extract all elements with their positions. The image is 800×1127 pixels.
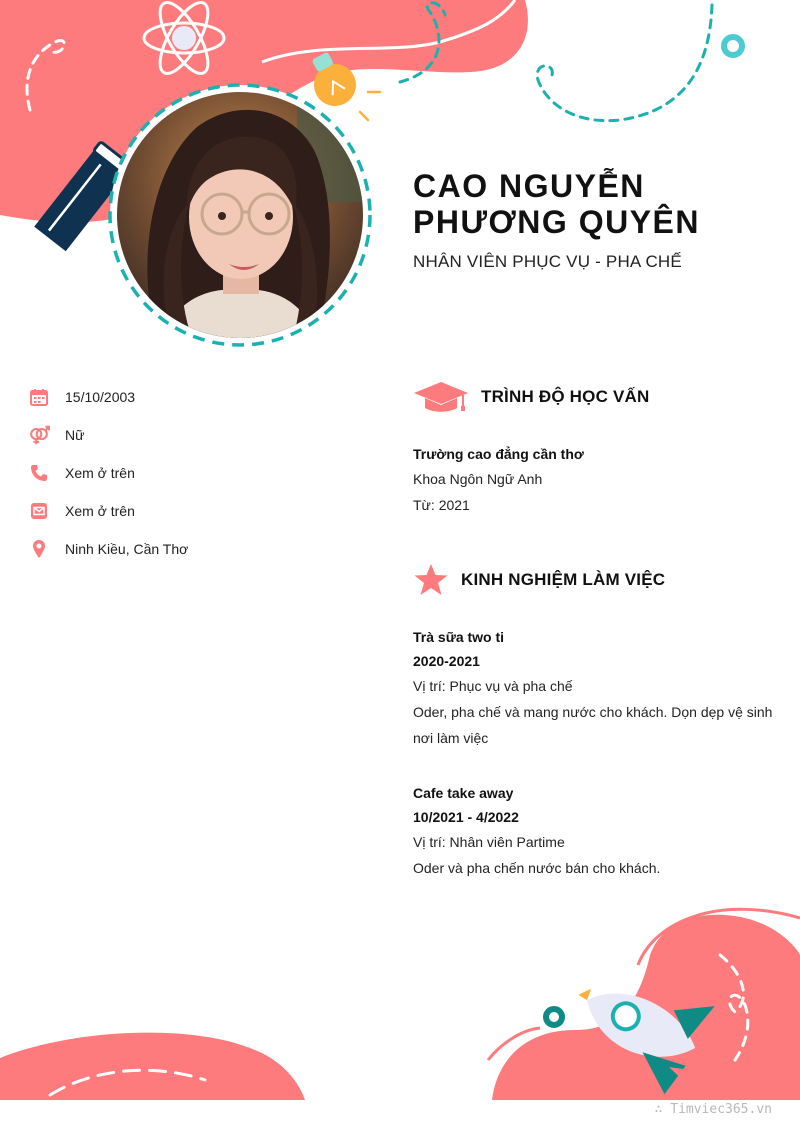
job-1-period: 2020-2021: [413, 653, 480, 669]
job-1-position: Vị trí: Phục vụ và pha chế: [413, 678, 573, 694]
contact-address-value: Ninh Kiều, Cần Thơ: [65, 541, 189, 557]
education-heading: [413, 380, 649, 414]
contact-gender: [28, 423, 358, 447]
dashed-curve-right: [537, 5, 712, 121]
contact-birthday-value: 15/10/2003: [65, 389, 136, 405]
experience-title: KINH NGHIỆM LÀM VIỆC: [461, 570, 666, 589]
location-pin-icon: [28, 538, 50, 560]
candidate-name: [413, 168, 783, 240]
avatar: [117, 92, 363, 338]
avatar-portrait: [117, 92, 363, 338]
calendar-icon: [28, 386, 50, 408]
teal-ring: [724, 37, 742, 55]
star-icon: [413, 563, 449, 597]
job-2-position: Vị trí: Nhân viên Partime: [413, 834, 565, 850]
contact-address: [28, 537, 358, 561]
bottom-left-blob: [0, 1033, 305, 1100]
education-title: TRÌNH ĐỘ HỌC VẤN: [481, 387, 650, 406]
job-1-description: Oder, pha chế và mang nước cho khách. Dọn dẹp vệ sinh nơi làm việc: [413, 704, 773, 746]
job-1-company: Trà sữa two ti: [413, 629, 505, 645]
name-line-2: PHƯƠNG QUYÊN: [413, 204, 700, 240]
contact-phone-value: Xem ở trên: [65, 465, 135, 481]
teal-ring-small: [546, 1009, 562, 1025]
bulb-ray: [360, 92, 380, 120]
education-major: Khoa Ngôn Ngữ Anh: [413, 471, 543, 487]
email-icon: [28, 500, 50, 522]
phone-icon: [28, 462, 50, 484]
experience-heading: [413, 563, 665, 597]
job-2-company: Cafe take away: [413, 785, 514, 801]
watermark: ∴ Timviec365.vn: [654, 1102, 772, 1117]
job-2-description: Oder và pha chến nước bán cho khách.: [413, 860, 661, 876]
education-period: Từ: 2021: [413, 497, 470, 513]
job-2-period: 10/2021 - 4/2022: [413, 809, 519, 825]
contact-phone: [28, 461, 358, 485]
graduation-cap-icon: [413, 380, 469, 414]
footer-strip: [0, 1100, 800, 1127]
contact-email: [28, 499, 358, 523]
gender-icon: [28, 424, 50, 446]
education-school: Trường cao đẳng cần thơ: [413, 446, 584, 462]
contact-email-value: Xem ở trên: [65, 503, 135, 519]
contact-gender-value: Nữ: [65, 427, 85, 443]
name-line-1: CAO NGUYỄN: [413, 168, 645, 204]
contact-birthday: [28, 385, 358, 409]
job-title: NHÂN VIÊN PHỤC VỤ - PHA CHẾ: [413, 252, 682, 271]
